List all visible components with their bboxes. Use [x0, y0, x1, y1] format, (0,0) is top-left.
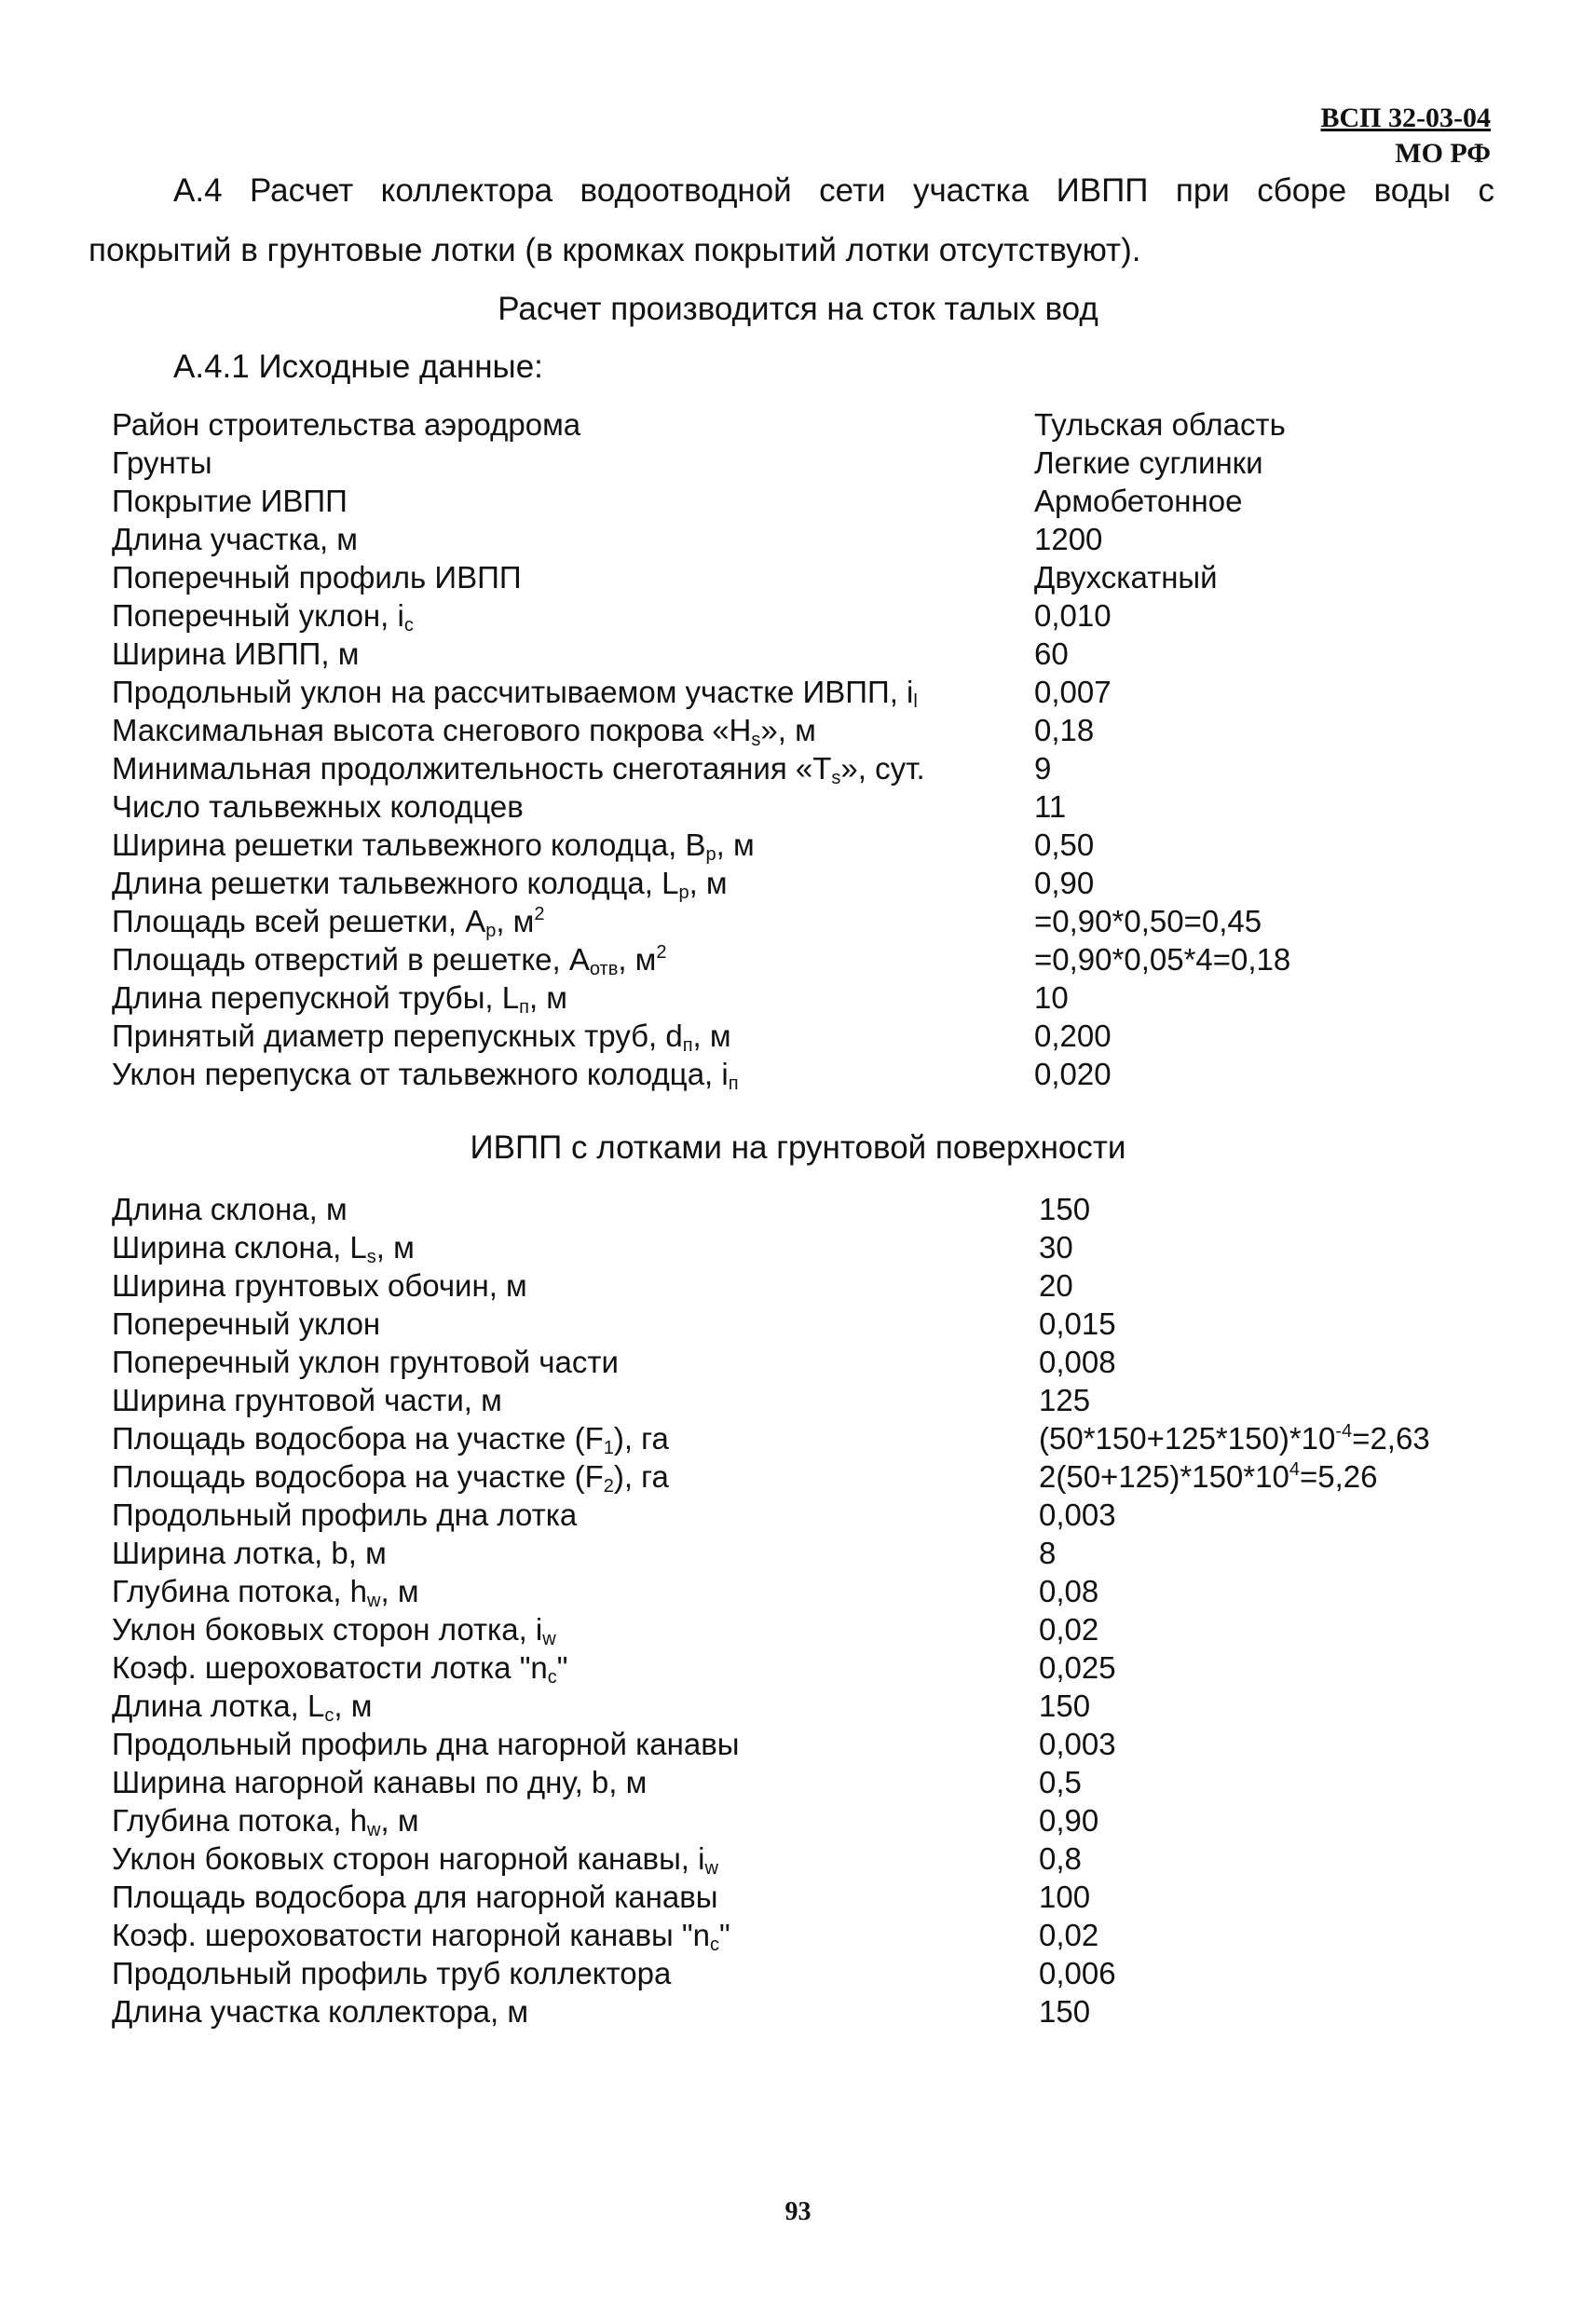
row-value: [1034, 482, 1242, 520]
row-label: [112, 826, 755, 864]
value-text: 0,18: [1034, 713, 1095, 747]
label-tail: », сут.: [840, 751, 925, 786]
table-row: [112, 1017, 1491, 1055]
row-label: [112, 1017, 731, 1055]
value-text: 2(50+125)*150*10: [1039, 1459, 1289, 1494]
label-tail: , м: [618, 942, 657, 977]
row-value: [1034, 864, 1094, 902]
label-tail: ": [719, 1918, 730, 1952]
value-text: 1200: [1034, 522, 1103, 556]
row-value: [1039, 1763, 1082, 1801]
row-value: [1039, 1343, 1116, 1381]
row-label: [112, 1496, 577, 1534]
row-value: [1034, 1055, 1112, 1093]
label-tail: , м: [380, 1574, 419, 1608]
label-text: Максимальная высота снегового покрова «H: [112, 713, 752, 747]
label-subscript: п: [728, 1073, 739, 1094]
label-text: Продольный уклон на рассчитываемом участке ИВПП, i: [112, 675, 914, 709]
value-text: 0,90: [1039, 1803, 1099, 1838]
value-text: =0,90*0,05*4=0,18: [1034, 942, 1291, 977]
document-code: ВСП 32-03-04: [1320, 103, 1491, 133]
label-text: Продольный профиль дна лотка: [112, 1497, 578, 1532]
row-value: [1039, 1687, 1090, 1725]
label-text: Длина лотка, L: [112, 1689, 325, 1723]
row-label: [112, 1055, 739, 1093]
row-value: [1034, 596, 1112, 635]
label-subscript: s: [751, 730, 761, 750]
table-row: [112, 1496, 1491, 1534]
label-text: Ширина решетки тальвежного колодца, B: [112, 827, 706, 862]
row-label: [112, 558, 522, 596]
label-text: Длина перепускной трубы, L: [112, 980, 520, 1015]
row-label: [112, 711, 816, 749]
row-label: [112, 596, 414, 635]
label-text: Покрытие ИВПП: [112, 484, 348, 518]
row-label: [112, 1763, 647, 1801]
initial-data-table: [112, 405, 1491, 1093]
value-text: Тульская область: [1034, 407, 1286, 442]
label-text: Район строительства аэродрома: [112, 407, 581, 442]
table-row: [112, 940, 1491, 978]
value-text: 0,025: [1039, 1650, 1116, 1685]
table-row: [112, 1687, 1491, 1725]
table-row: [112, 1572, 1491, 1610]
row-value: [1039, 1228, 1073, 1266]
table-row: [112, 1228, 1491, 1266]
row-label: [112, 787, 524, 826]
label-subscript: 2: [603, 1476, 614, 1497]
label-tail: , м: [496, 904, 535, 938]
value-text: 0,003: [1039, 1497, 1116, 1532]
row-label: [112, 1839, 718, 1878]
row-label: [112, 864, 728, 902]
table-row: [112, 1648, 1491, 1687]
value-superscript: -4: [1335, 1421, 1353, 1442]
row-label: [112, 444, 212, 482]
row-label: [112, 635, 359, 673]
label-text: Поперечный уклон: [112, 1306, 381, 1341]
row-label: [112, 1648, 568, 1687]
label-text: Площадь водосбора на участке (F: [112, 1459, 604, 1494]
label-text: Грунты: [112, 445, 212, 480]
row-label: [112, 749, 925, 787]
row-value: [1034, 711, 1094, 749]
label-tail: , м: [375, 1230, 415, 1265]
table-row: [112, 1610, 1491, 1648]
value-text: 0,007: [1034, 675, 1112, 709]
row-value: [1039, 1534, 1056, 1572]
table-row: [112, 1992, 1491, 2031]
label-subscript: p: [678, 882, 689, 903]
table-row: [112, 596, 1491, 635]
table-row: [112, 1190, 1491, 1228]
label-subscript: l: [913, 691, 918, 712]
value-text: 0,003: [1039, 1727, 1116, 1761]
label-text: Площадь водосбора на участке (F: [112, 1421, 604, 1456]
row-label: [112, 1954, 671, 1992]
value-text: Легкие суглинки: [1034, 445, 1263, 480]
row-value: [1034, 444, 1263, 482]
label-text: Продольный профиль труб коллектора: [112, 1956, 672, 1990]
value-text: 0,020: [1034, 1057, 1112, 1091]
table-row: [112, 1534, 1491, 1572]
row-value: [1034, 826, 1094, 864]
row-value: [1034, 558, 1218, 596]
row-label: [112, 902, 545, 940]
label-tail: , м: [334, 1689, 373, 1723]
table-row: [112, 787, 1491, 826]
value-text: 0,08: [1039, 1574, 1099, 1608]
row-value: [1034, 520, 1102, 558]
row-label: [112, 1687, 372, 1725]
label-subscript: w: [704, 1858, 718, 1879]
value-text: 0,010: [1034, 598, 1112, 633]
label-tail: , м: [692, 1019, 731, 1053]
table-row: [112, 1343, 1491, 1381]
value-text: 8: [1039, 1536, 1057, 1570]
table-row: [112, 1954, 1491, 1992]
label-text: Длина участка, м: [112, 522, 358, 556]
row-value: [1034, 978, 1069, 1017]
table-row: [112, 558, 1491, 596]
value-text: 0,008: [1039, 1345, 1116, 1379]
value-text: 0,006: [1039, 1956, 1116, 1990]
label-subscript: 1: [603, 1438, 614, 1458]
value-text: 150: [1039, 1994, 1091, 2029]
value-text: 100: [1039, 1880, 1091, 1914]
label-text: Число тальвежных колодцев: [112, 789, 524, 824]
row-value: [1039, 1305, 1116, 1343]
row-value: [1039, 1916, 1098, 1954]
value-text: 60: [1034, 636, 1069, 671]
value-text: 0,90: [1034, 866, 1095, 900]
organization-label: МО РФ: [1395, 138, 1491, 169]
row-label: [112, 1343, 619, 1381]
row-label: [112, 1305, 380, 1343]
label-subscript: s: [366, 1247, 376, 1267]
row-value: [1034, 673, 1112, 711]
row-value: [1039, 1801, 1098, 1839]
row-value: [1039, 1572, 1098, 1610]
label-tail: , м: [528, 980, 567, 1015]
value-text: 150: [1039, 1192, 1091, 1226]
row-value: [1039, 1266, 1073, 1305]
label-text: Площадь водосбора для нагорной канавы: [112, 1880, 718, 1914]
value-text: 0,02: [1039, 1612, 1099, 1647]
page-number: 93: [784, 2197, 812, 2226]
label-text: Коэф. шероховатости лотка "n: [112, 1650, 548, 1685]
label-text: Поперечный уклон, i: [112, 598, 404, 633]
row-value: [1039, 1648, 1116, 1687]
row-label: [112, 1381, 502, 1419]
row-label: [112, 1878, 718, 1916]
row-value: [1039, 1878, 1090, 1916]
row-value: [1039, 1496, 1116, 1534]
label-text: Ширина грунтовой части, м: [112, 1383, 502, 1417]
value-text: 10: [1034, 980, 1069, 1015]
label-text: Ширина грунтовых обочин, м: [112, 1268, 527, 1303]
value-text: 0,5: [1039, 1765, 1082, 1799]
label-text: Поперечный профиль ИВПП: [112, 560, 522, 595]
label-text: Ширина нагорной канавы по дну, b, м: [112, 1765, 648, 1799]
table-row: [112, 405, 1491, 444]
value-text: =0,90*0,50=0,45: [1034, 904, 1262, 938]
row-label: [112, 1992, 528, 2031]
label-text: Поперечный уклон грунтовой части: [112, 1345, 619, 1379]
row-label: [112, 940, 666, 978]
table-row: [112, 864, 1491, 902]
label-tail: ": [556, 1650, 568, 1685]
label-text: Ширина лотка, b, м: [112, 1536, 387, 1570]
row-value: [1034, 635, 1069, 673]
row-label: [112, 1534, 387, 1572]
row-value: [1034, 787, 1066, 826]
table-row: [112, 1381, 1491, 1419]
table-row: [112, 635, 1491, 673]
row-label: [112, 1457, 669, 1496]
value-text: 125: [1039, 1383, 1091, 1417]
table-row: [112, 444, 1491, 482]
table-row: [112, 978, 1491, 1017]
row-label: [112, 1801, 419, 1839]
value-text: 9: [1034, 751, 1052, 786]
table-row: [112, 1916, 1491, 1954]
table-row: [112, 1419, 1491, 1457]
label-text: Принятый диаметр перепускных труб, d: [112, 1019, 683, 1053]
table-row: [112, 1878, 1491, 1916]
table-row: [112, 1801, 1491, 1839]
table-row: [112, 1457, 1491, 1496]
label-text: Уклон боковых сторон лотка, i: [112, 1612, 543, 1647]
value-text: 11: [1034, 789, 1067, 824]
label-text: Площадь отверстий в решетке, A: [112, 942, 590, 977]
label-subscript: п: [519, 997, 529, 1018]
row-value: [1039, 1725, 1116, 1763]
row-label: [112, 1266, 527, 1305]
row-value: [1034, 405, 1286, 444]
value-tail: =2,63: [1352, 1421, 1430, 1456]
calculation-subtitle: Расчет производится на сток талых вод: [498, 291, 1098, 327]
row-label: [112, 673, 918, 711]
label-text: Продольный профиль дна нагорной канавы: [112, 1727, 740, 1761]
label-text: Уклон перепуска от тальвежного колодца, i: [112, 1057, 729, 1091]
value-tail: =5,26: [1299, 1459, 1378, 1494]
row-value: [1039, 1381, 1090, 1419]
row-label: [112, 978, 567, 1017]
label-tail: », м: [760, 713, 816, 747]
row-value: [1039, 1419, 1430, 1457]
label-subscript: отв: [589, 959, 619, 979]
row-value: [1039, 1839, 1082, 1878]
row-label: [112, 405, 580, 444]
table-row: [112, 520, 1491, 558]
row-value: [1039, 1610, 1098, 1648]
table-row: [112, 749, 1491, 787]
value-text: Двухскатный: [1034, 560, 1218, 595]
label-tail: , м: [689, 866, 728, 900]
value-text: 0,200: [1034, 1019, 1112, 1053]
label-subscript: c: [547, 1667, 557, 1688]
label-text: Длина участка коллектора, м: [112, 1994, 529, 2029]
label-subscript: p: [705, 844, 716, 865]
row-value: [1034, 902, 1262, 940]
intro-line-1: А.4 Расчет коллектора водоотводной сети участка ИВПП при сборе воды с: [173, 172, 1494, 209]
table-row: [112, 1305, 1491, 1343]
value-text: 0,50: [1034, 827, 1095, 862]
label-subscript: p: [485, 921, 497, 941]
label-superscript: 2: [534, 904, 545, 924]
runway-trays-table: [112, 1190, 1491, 2031]
table-row: [112, 1266, 1491, 1305]
label-superscript: 2: [656, 942, 667, 963]
label-subscript: п: [682, 1035, 693, 1056]
label-subscript: w: [367, 1591, 381, 1611]
row-value: [1034, 1017, 1112, 1055]
row-value: [1034, 940, 1290, 978]
table-row: [112, 826, 1491, 864]
label-tail: , м: [716, 827, 755, 862]
table-row: [112, 711, 1491, 749]
label-text: Минимальная продолжительность снеготаяния «T: [112, 751, 832, 786]
row-value: [1039, 1457, 1377, 1496]
row-label: [112, 482, 348, 520]
label-text: Уклон боковых сторон нагорной канавы, i: [112, 1841, 705, 1876]
section-heading: А.4.1 Исходные данные:: [173, 349, 543, 385]
row-label: [112, 1916, 730, 1954]
row-label: [112, 1572, 419, 1610]
label-subscript: c: [710, 1935, 720, 1955]
value-text: 150: [1039, 1689, 1091, 1723]
table-row: [112, 1055, 1491, 1093]
section-2-title: ИВПП с лотками на грунтовой поверхности: [470, 1129, 1126, 1166]
value-text: (50*150+125*150)*10: [1039, 1421, 1336, 1456]
row-value: [1039, 1992, 1090, 2031]
row-value: [1039, 1190, 1090, 1228]
label-tail: ), га: [613, 1459, 669, 1494]
label-text: Длина склона, м: [112, 1192, 348, 1226]
row-label: [112, 1419, 669, 1457]
table-row: [112, 1839, 1491, 1878]
table-row: [112, 1763, 1491, 1801]
row-label: [112, 1190, 348, 1228]
table-row: [112, 902, 1491, 940]
label-subscript: c: [403, 615, 414, 636]
row-label: [112, 1725, 739, 1763]
label-text: Ширина склона, L: [112, 1230, 367, 1265]
label-text: Глубина потока, h: [112, 1574, 368, 1608]
value-text: 30: [1039, 1230, 1073, 1265]
label-subscript: c: [324, 1705, 334, 1726]
label-subscript: w: [542, 1629, 556, 1649]
row-label: [112, 1610, 556, 1648]
label-subscript: w: [367, 1820, 381, 1840]
value-text: 20: [1039, 1268, 1073, 1303]
label-text: Площадь всей решетки, A: [112, 904, 486, 938]
label-text: Глубина потока, h: [112, 1803, 368, 1838]
value-text: Армобетонное: [1034, 484, 1243, 518]
intro-line-2: покрытий в грунтовые лотки (в кромках покрытий лотки отсутствуют).: [89, 232, 1141, 268]
value-superscript: 4: [1289, 1459, 1300, 1480]
table-row: [112, 482, 1491, 520]
table-row: [112, 1725, 1491, 1763]
row-value: [1039, 1954, 1116, 1992]
row-label: [112, 1228, 415, 1266]
label-text: Ширина ИВПП, м: [112, 636, 360, 671]
value-text: 0,015: [1039, 1306, 1116, 1341]
value-text: 0,02: [1039, 1918, 1099, 1952]
label-text: Коэф. шероховатости нагорной канавы "n: [112, 1918, 711, 1952]
label-subscript: s: [831, 768, 841, 788]
row-label: [112, 520, 358, 558]
row-value: [1034, 749, 1051, 787]
label-text: Длина решетки тальвежного колодца, L: [112, 866, 679, 900]
table-row: [112, 673, 1491, 711]
label-tail: , м: [380, 1803, 419, 1838]
label-tail: ), га: [613, 1421, 669, 1456]
value-text: 0,8: [1039, 1841, 1082, 1876]
